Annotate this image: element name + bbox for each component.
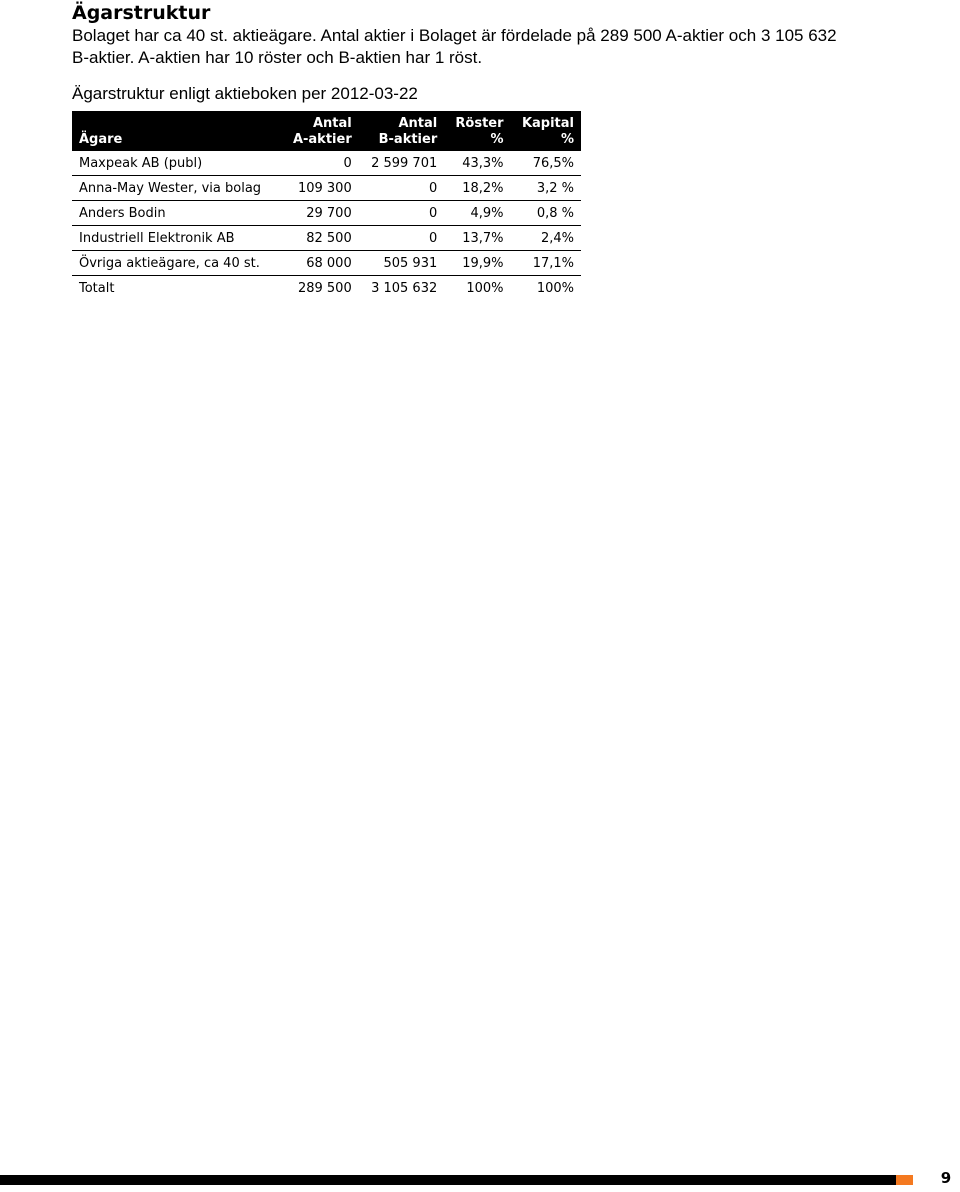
cell-b-shares: 3 105 632: [371, 281, 438, 296]
table-header-row: [72, 111, 581, 151]
table-title: Ägarstruktur enligt aktieboken per 2012-03-22: [72, 84, 418, 103]
footer-bar: [0, 1175, 896, 1185]
cell-votes: 100%: [466, 281, 504, 296]
section-heading: Ägarstruktur: [72, 2, 211, 24]
header-a-shares-line2: A-aktier: [292, 132, 352, 147]
intro-line-1: Bolaget har ca 40 st. aktieägare. Antal aktier i Bolaget är fördelade på 289 500 A-aktier och 3 105 632: [72, 26, 837, 45]
cell-a-shares: 29 700: [306, 206, 352, 221]
header-capital-line1: Kapital: [521, 116, 574, 131]
header-b-shares-line2: B-aktier: [378, 132, 438, 147]
header-owner: [72, 111, 281, 151]
header-votes: [444, 111, 510, 151]
cell-owner: Övriga aktieägare, ca 40 st.: [79, 256, 260, 271]
table-body: [72, 151, 581, 300]
intro-paragraph: [72, 25, 902, 69]
table-row: [72, 151, 581, 176]
table-total-row: [72, 276, 581, 301]
intro-line-2: B-aktier. A-aktien har 10 röster och B-aktien har 1 röst.: [72, 48, 483, 67]
cell-capital: 17,1%: [532, 256, 574, 271]
cell-capital: 100%: [536, 281, 574, 296]
cell-owner: Anna-May Wester, via bolag: [79, 181, 262, 196]
cell-a-shares: 82 500: [306, 231, 352, 246]
cell-owner: Anders Bodin: [79, 206, 166, 221]
cell-votes: 19,9%: [462, 256, 504, 271]
ownership-table: [72, 111, 581, 300]
table-header: [72, 111, 581, 151]
cell-a-shares: 0: [343, 156, 352, 171]
page-number: 9: [940, 1169, 952, 1187]
cell-a-shares: 68 000: [306, 256, 352, 271]
footer-accent-block: [896, 1175, 913, 1185]
cell-votes: 13,7%: [462, 231, 504, 246]
cell-a-shares: 109 300: [297, 181, 352, 196]
table-row: [72, 251, 581, 276]
cell-votes: 43,3%: [462, 156, 504, 171]
cell-capital: 76,5%: [532, 156, 574, 171]
cell-b-shares: 0: [428, 231, 438, 246]
header-a-shares: [281, 111, 359, 151]
cell-b-shares: 505 931: [383, 256, 438, 271]
header-votes-line2: %: [490, 132, 504, 147]
cell-b-shares: 2 599 701: [371, 156, 438, 171]
cell-owner: Industriell Elektronik AB: [79, 231, 235, 246]
cell-votes: 4,9%: [470, 206, 504, 221]
header-capital-line2: %: [560, 132, 574, 147]
header-b-shares: [359, 111, 445, 151]
header-owner-label: Ägare: [79, 132, 123, 147]
page-content: [72, 0, 902, 300]
cell-capital: 0,8 %: [536, 206, 574, 221]
table-row: [72, 176, 581, 201]
cell-capital: 2,4%: [540, 231, 574, 246]
cell-owner: Totalt: [79, 281, 115, 296]
header-votes-line1: Röster: [455, 116, 504, 131]
cell-b-shares: 0: [428, 181, 438, 196]
cell-b-shares: 0: [428, 206, 438, 221]
table-row: [72, 201, 581, 226]
cell-votes: 18,2%: [462, 181, 504, 196]
table-row: [72, 226, 581, 251]
cell-capital: 3,2 %: [536, 181, 574, 196]
header-capital: [511, 111, 581, 151]
header-a-shares-line1: Antal: [312, 116, 352, 131]
header-b-shares-line1: Antal: [398, 116, 438, 131]
cell-a-shares: 289 500: [297, 281, 352, 296]
cell-owner: Maxpeak AB (publ): [79, 156, 203, 171]
